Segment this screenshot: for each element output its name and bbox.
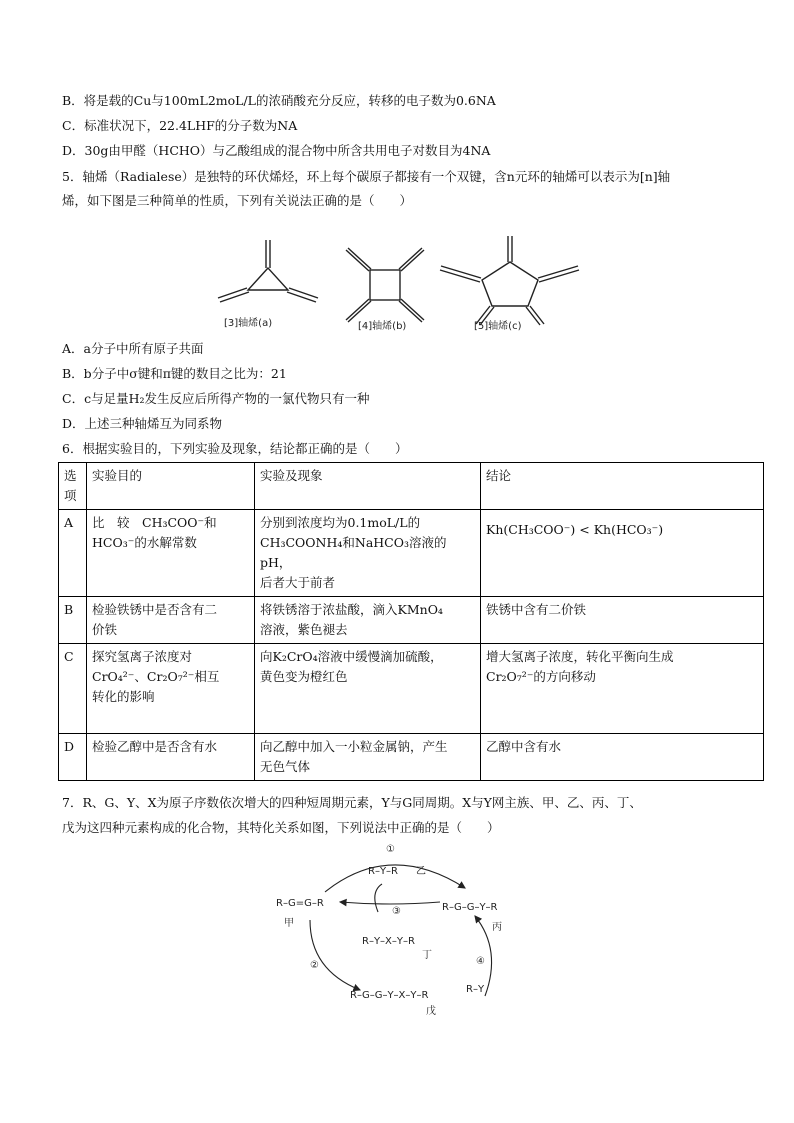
compound-wu-formula: R–G–G–Y–X–Y–R [350, 990, 429, 1001]
header-conclusion: 结论 [481, 463, 764, 510]
header-procedure: 实验及现象 [255, 463, 481, 510]
row-c-option: C [59, 644, 87, 734]
reaction-cycle-figure [270, 840, 530, 1020]
option-d-line: D．30g由甲醛（HCHO）与乙酸组成的混合物中所含共用电子对数目为4NA [62, 143, 491, 158]
experiment-table [58, 462, 764, 781]
question-5-stem-cont: 烯，如下图是三种简单的性质，下列有关说法正确的是（ ） [62, 193, 413, 208]
row-b-purpose: 检验铁锈中是否含有二 价铁 [87, 597, 255, 644]
question-7-stem: 7．R、G、Y、X为原子序数依次增大的四种短周期元素，Y与G同周期。X与Y网主族、甲、乙、丙、丁、 [62, 795, 642, 810]
step-4-label: ④ [476, 956, 485, 967]
table-row [59, 510, 764, 597]
row-d-conclusion: 乙醇中含有水 [481, 734, 764, 781]
row-b-procedure: 将铁锈溶于浓盐酸，滴入KMnO₄ 溶液，紫色褪去 [255, 597, 481, 644]
q5-option-c: C．c与足量H₂发生反应后所得产物的一氯代物只有一种 [62, 391, 370, 406]
radialene-figure [200, 228, 600, 340]
row-d-purpose: 检验乙醇中是否含有水 [87, 734, 255, 781]
q5-option-d: D．上述三种轴烯互为同系物 [62, 416, 223, 431]
q5-option-b: B．b分子中σ键和π键的数目之比为：21 [62, 366, 287, 381]
q5-option-a: A．a分子中所有原子共面 [62, 341, 204, 356]
compound-yi-formula: R–Y–R [368, 866, 399, 877]
header-purpose: 实验目的 [87, 463, 255, 510]
row-a-option: A [59, 510, 87, 597]
question-6-stem: 6．根据实验目的，下列实验及现象，结论都正确的是（ ） [62, 441, 408, 456]
row-d-option: D [59, 734, 87, 781]
compound-yi-label: 乙 [416, 866, 426, 877]
step-2-label: ② [310, 960, 319, 971]
compound-jia-formula: R–G=G–R [276, 898, 324, 909]
row-b-conclusion: 铁锈中含有二价铁 [481, 597, 764, 644]
table-header-row [59, 463, 764, 510]
step-3-label: ③ [392, 906, 401, 917]
question-7-stem-cont: 戊为这四种元素构成的化合物，其特化关系如图，下列说法中正确的是（ ） [62, 820, 500, 835]
row-c-purpose: 探究氢离子浓度对 CrO₄²⁻、Cr₂O₇²⁻相互 转化的影响 [87, 644, 255, 734]
row-d-procedure: 向乙醇中加入一小粒金属钠，产生 无色气体 [255, 734, 481, 781]
row-c-conclusion: 增大氢离子浓度，转化平衡向生成 Cr₂O₇²⁻的方向移动 [481, 644, 764, 734]
table-row [59, 597, 764, 644]
option-c-line: C．标准状况下，22.4LHF的分子数为NA [62, 118, 298, 133]
option-b-line: B．将是载的Cu与100mL2moL/L的浓硝酸充分反应，转移的电子数为0.6NA [62, 93, 496, 108]
row-a-conclusion: Kh(CH₃COO⁻) < Kh(HCO₃⁻) [481, 510, 764, 597]
compound-ding-formula: R–Y–X–Y–R [362, 936, 415, 947]
reagent-ry-formula: R–Y [466, 984, 485, 995]
row-c-procedure: 向K₂CrO₄溶液中缓慢滴加硫酸， 黄色变为橙红色 [255, 644, 481, 734]
step-1-label: ① [386, 844, 395, 855]
row-a-procedure: 分别到浓度均为0.1moL/L的 CH₃COONH₄和NaHCO₃溶液的pH， 后者大于前者 [255, 510, 481, 597]
header-option: 选 项 [59, 463, 87, 510]
caption-radialene-a: [3]轴烯(a) [224, 318, 273, 329]
compound-wu-label: 戊 [426, 1006, 436, 1017]
compound-bing-label: 丙 [492, 922, 502, 933]
compound-ding-label: 丁 [422, 950, 432, 961]
row-b-option: B [59, 597, 87, 644]
caption-radialene-b: [4]轴烯(b) [358, 321, 407, 332]
caption-radialene-c: [5]轴烯(c) [474, 321, 522, 332]
row-a-purpose: 比 较 CH₃COO⁻和 HCO₃⁻的水解常数 [87, 510, 255, 597]
compound-bing-formula: R–G–G–Y–R [442, 902, 498, 913]
question-5-stem: 5．轴烯（Radialese）是独特的环伏烯烃，环上每个碳原子都接有一个双键，含n元环的轴烯可以表示为[n]轴 [62, 169, 671, 184]
compound-jia-label: 甲 [284, 918, 294, 929]
table-row [59, 734, 764, 781]
table-row [59, 644, 764, 734]
